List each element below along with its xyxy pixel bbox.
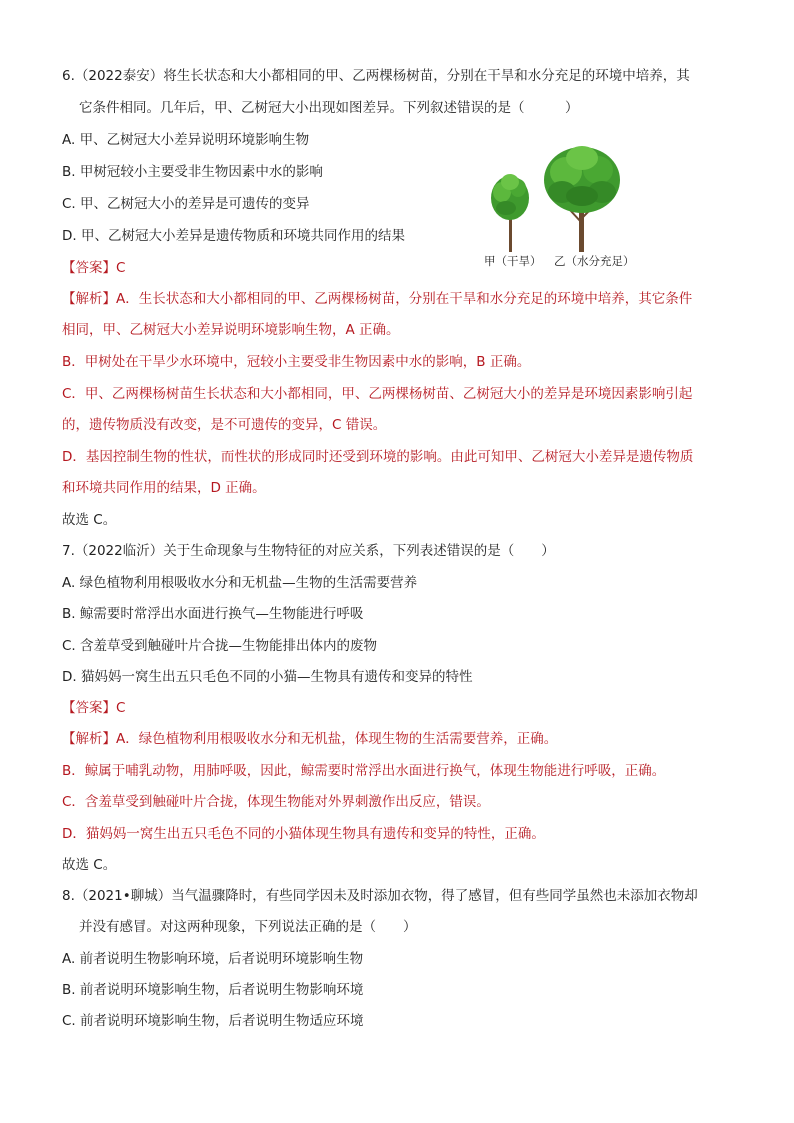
q6-analysis-line4: C．甲、乙两棵杨树苗生长状态和大小都相同，甲、乙两棵杨树苗、乙树冠大小的差异是环境因素影响引起	[62, 386, 693, 402]
q8-stem-line2: 并没有感冒。对这两种现象，下列说法正确的是（ ）	[79, 919, 417, 935]
q6-option-d: D. 甲、乙树冠大小差异是遗传物质和环境共同作用的结果	[62, 228, 405, 244]
q8-option-a: A. 前者说明生物影响环境，后者说明环境影响生物	[62, 951, 364, 967]
q7-option-c: C. 含羞草受到触碰叶片合拢—生物能排出体内的废物	[62, 638, 378, 654]
q6-analysis-line2: 相同，甲、乙树冠大小差异说明环境影响生物，A 正确。	[62, 322, 400, 338]
q6-analysis-line3: B．甲树处在干旱少水环境中，冠较小主要受非生物因素中水的影响，B 正确。	[62, 354, 531, 370]
q6-stem-line1: 6.（2022泰安）将生长状态和大小都相同的甲、乙两棵杨树苗，分别在干旱和水分充足的环境中培养，其	[62, 68, 690, 84]
caption-dry: 甲（干旱）	[484, 254, 542, 268]
q6-conclusion: 故选 C。	[62, 512, 117, 528]
q6-stem-line2: 它条件相同。几年后，甲、乙树冠大小出现如图差异。下列叙述错误的是（ ）	[79, 100, 579, 116]
q6-analysis-tag: 【解析】	[62, 291, 116, 307]
caption-wet: 乙（水分充足）	[554, 254, 635, 268]
q7-conclusion: 故选 C。	[62, 857, 117, 873]
q7-answer: 【答案】C	[62, 700, 126, 716]
q8-stem-line1: 8.（2021•聊城）当气温骤降时，有些同学因未及时添加衣物，得了感冒，但有些同学虽然也未添加衣物却	[62, 888, 698, 904]
q6-analysis-line1	[62, 290, 692, 308]
q7-analysis-line1	[62, 730, 557, 748]
q6-answer: 【答案】C	[62, 260, 126, 276]
trees-illustration	[478, 140, 638, 272]
q7-option-d: D. 猫妈妈一窝生出五只毛色不同的小猫—生物具有遗传和变异的特性	[62, 669, 473, 685]
q7-analysis-line3: C．含羞草受到触碰叶片合拢，体现生物能对外界刺激作出反应，错误。	[62, 794, 490, 810]
q8-option-c: C. 前者说明环境影响生物，后者说明生物适应环境	[62, 1013, 364, 1029]
q7-analysis-tag: 【解析】	[62, 731, 116, 747]
q6-option-a: A. 甲、乙树冠大小差异说明环境影响生物	[62, 132, 310, 148]
q8-option-b: B. 前者说明环境影响生物，后者说明生物影响环境	[62, 982, 364, 998]
q6-analysis-line7: 和环境共同作用的结果，D 正确。	[62, 480, 266, 496]
q7-option-a: A. 绿色植物利用根吸收水分和无机盐—生物的生活需要营养	[62, 575, 418, 591]
tree-comparison-figure	[478, 140, 638, 272]
q7-analysis-text: A．绿色植物利用根吸收水分和无机盐，体现生物的生活需要营养，正确。	[116, 731, 558, 747]
q7-option-b: B. 鲸需要时常浮出水面进行换气—生物能进行呼吸	[62, 606, 364, 622]
q6-analysis-line5: 的，遗传物质没有改变，是不可遗传的变异，C 错误。	[62, 417, 387, 433]
q6-analysis-line6: D．基因控制生物的性状，而性状的形成同时还受到环境的影响。由此可知甲、乙树冠大小差异是遗传物质	[62, 449, 694, 465]
q6-option-b: B. 甲树冠较小主要受非生物因素中水的影响	[62, 164, 323, 180]
large-tree-icon	[544, 146, 620, 252]
q7-analysis-line2: B．鲸属于哺乳动物，用肺呼吸，因此，鲸需要时常浮出水面进行换气，体现生物能进行呼吸，正确。	[62, 763, 666, 779]
q6-analysis-text: A．生长状态和大小都相同的甲、乙两棵杨树苗，分别在干旱和水分充足的环境中培养，其它条件	[116, 291, 693, 307]
small-tree-icon	[491, 174, 529, 252]
q7-stem: 7.（2022临沂）关于生命现象与生物特征的对应关系，下列表述错误的是（ ）	[62, 543, 555, 559]
q6-option-c: C. 甲、乙树冠大小的差异是可遗传的变异	[62, 196, 310, 212]
q7-analysis-line4: D．猫妈妈一窝生出五只毛色不同的小猫体现生物具有遗传和变异的特性，正确。	[62, 826, 545, 842]
